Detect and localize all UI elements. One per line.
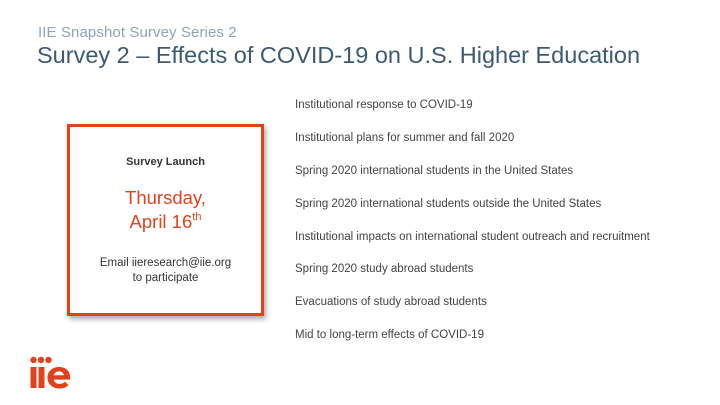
topic-list (295, 98, 650, 361)
list-item: Spring 2020 international students in the United States (295, 164, 574, 177)
iie-logo (29, 356, 73, 390)
launch-date (70, 186, 261, 234)
slide-subtitle: IIE Snapshot Survey Series 2 (38, 24, 237, 41)
logo-stem-2 (39, 367, 45, 388)
list-item: Spring 2020 international students outside the United States (295, 197, 602, 210)
launch-email (70, 256, 261, 286)
launch-date-text: April 16 (129, 211, 193, 232)
launch-email-line1: Email iieresearch@iie.org (99, 257, 232, 269)
logo-dot-2 (38, 357, 44, 363)
logo-dot-3 (45, 357, 51, 363)
launch-date-day: Thursday, (125, 187, 206, 208)
launch-label: Survey Launch (126, 156, 205, 168)
list-item: Spring 2020 study abroad students (295, 263, 474, 276)
slide-title: Survey 2 – Effects of COVID-19 on U.S. Higher Education (37, 42, 641, 68)
list-item: Institutional response to COVID-19 (295, 99, 473, 111)
launch-date-month (70, 210, 261, 234)
logo-stem-1 (31, 367, 37, 388)
list-item: Institutional plans for summer and fall 2020 (295, 131, 515, 144)
launch-date-suffix: th (192, 211, 202, 223)
list-item: Mid to long-term effects of COVID-19 (295, 329, 484, 342)
logo-e (48, 367, 71, 389)
launch-email-line2: to participate (132, 272, 199, 284)
survey-launch-box (67, 124, 264, 316)
list-item: Evacuations of study abroad students (295, 296, 487, 309)
logo-dot-1 (30, 357, 36, 363)
list-item: Institutional impacts on international student outreach and recruitment (295, 230, 650, 243)
